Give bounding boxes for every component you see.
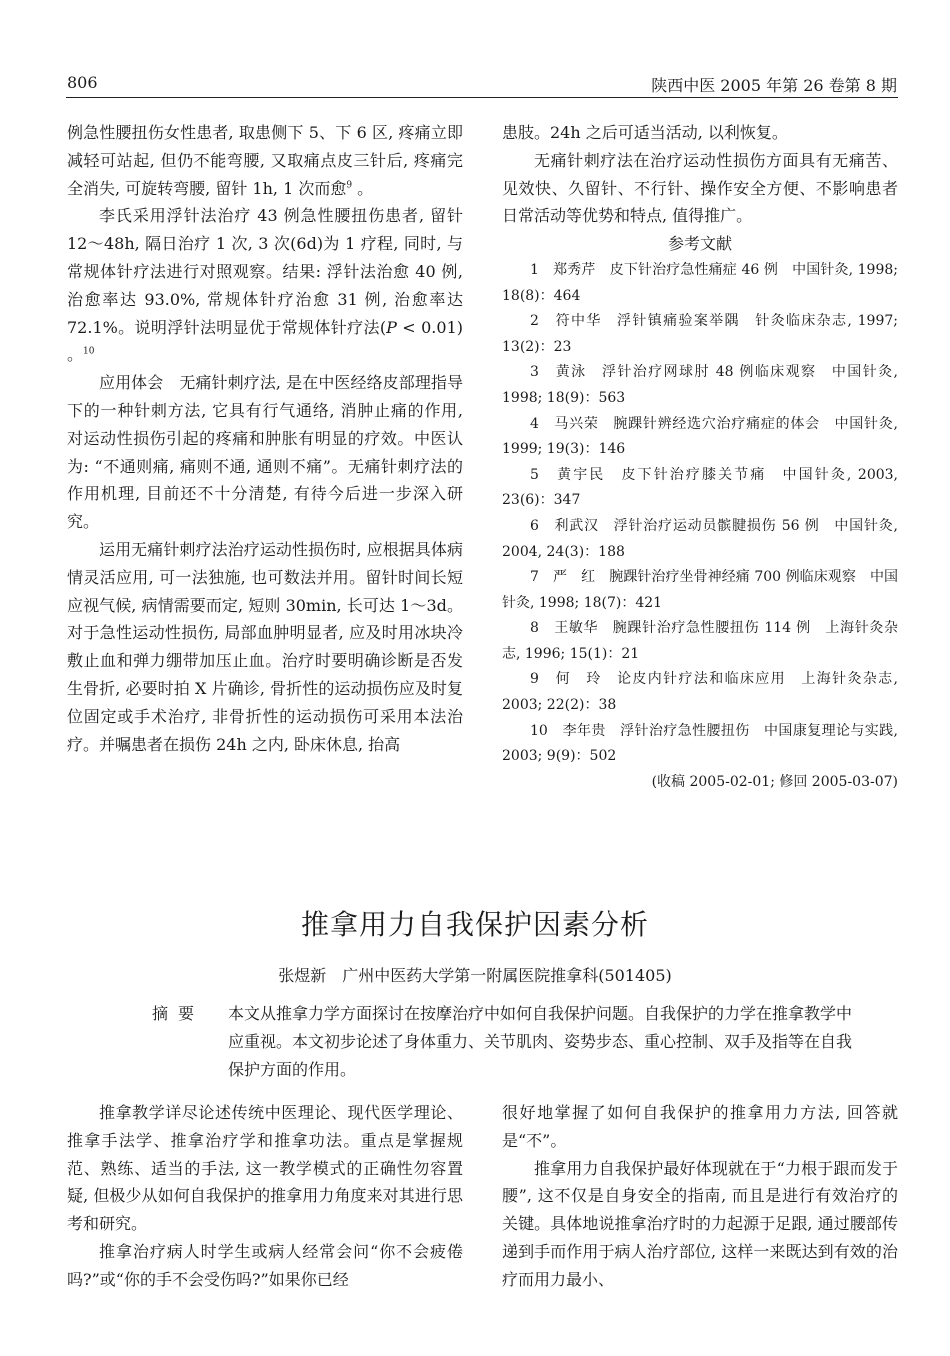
paragraph bbox=[67, 119, 463, 202]
paragraph bbox=[67, 202, 463, 369]
citation-superscript: 9 bbox=[346, 180, 353, 191]
citation-superscript: 10 bbox=[83, 347, 95, 358]
reference-item: 5 黄宇民 皮下针治疗膝关节痛 中国针灸, 2003, 23(6)：347 bbox=[502, 466, 898, 509]
journal-header: 陕西中医 2005 年第 26 卷第 8 期 bbox=[651, 76, 897, 95]
reference-item: 8 王敏华 腕踝针治疗急性腰扭伤 114 例 上海针灸杂志, 1996; 15(1)：21 bbox=[502, 620, 898, 662]
abstract bbox=[152, 1000, 852, 1084]
reference-item: 1 郑秀芹 皮下针治疗急性痛症 46 例 中国针灸, 1998; 18(8)：464 bbox=[502, 261, 898, 304]
received-date: (收稿 2005-02-01; 修回 2005-03-07) bbox=[651, 773, 898, 790]
page-number: 806 bbox=[67, 73, 98, 92]
reference-item: 6 利武汉 浮针治疗运动员髌腱损伤 56 例 中国针灸, 2004, 24(3)：188 bbox=[502, 517, 898, 560]
references-title: 参考文献 bbox=[667, 234, 732, 254]
abstract-text: 本文从推拿力学方面探讨在按摩治疗中如何自我保护问题。自我保护的力学在推拿教学中应重视。本文初步论述了身体重力、关节肌肉、姿势步态、重心控制、双手及指等在自我保护方面的作用。 bbox=[228, 1004, 853, 1079]
abstract-label: 摘要 bbox=[152, 1004, 205, 1023]
header-rule bbox=[66, 97, 898, 98]
paragraph: 推拿教学详尽论述传统中医理论、现代医学理论、推拿手法学、推拿治疗学和推拿功法。重点是掌握规范、熟练、适当的手法, 这一教学模式的正确性勿容置疑, 但极少从如何自我保护的推拿用力角度来对其进行思考和研究。 bbox=[67, 1103, 463, 1234]
paragraph: 无痛针刺疗法在治疗运动性损伤方面具有无痛苦、见效快、久留针、不行针、操作安全方便、不影响患者日常活动等优势和特点, 值得推广。 bbox=[502, 150, 898, 226]
lower-right-column bbox=[502, 1099, 898, 1294]
reference-item: 2 符中华 浮针镇痛验案举隅 针灸临床杂志, 1997; 13(2)：23 bbox=[502, 313, 898, 355]
paragraph: 运用无痛针刺疗法治疗运动性损伤时, 应根据具体病情灵活应用, 可一法独施, 也可数法并用。留针时间长短应视气候, 病情需要而定, 短则 30min, 长可达 1～3d。对于急性运动性损伤, 局部血肿明显者, 应及时用冰块冷敷止血和弹力绷带加压止血。治疗时要明确诊断是否发生骨折, 必要时拍 X 片确诊, 骨折性的运动损伤应及时复位固定或手术治疗, 非骨折性的运动损伤可采用本法治疗。并嘱患者在损伤 24h 之内, 卧床休息, 抬高 bbox=[67, 539, 463, 754]
paragraph: 很好地掌握了如何自我保护的推拿用力方法, 回答就是“不”。 bbox=[502, 1103, 898, 1150]
reference-item: 3 黄泳 浮针治疗网球肘 48 例临床观察 中国针灸, 1998; 18(9)：563 bbox=[502, 364, 898, 406]
paragraph: 推拿治疗病人时学生或病人经常会问“你不会疲倦吗?”或“你的手不会受伤吗?”如果你已经 bbox=[67, 1241, 463, 1289]
upper-right-column bbox=[502, 119, 898, 795]
paragraph-text: 例急性腰扭伤女性患者, 取患侧下 5、下 6 区, 疼痛立即减轻可站起, 但仍不能弯腰, 又取痛点皮三针后, 疼痛完全消失, 可旋转弯腰, 留针 1h, 1 次而愈 bbox=[67, 123, 463, 198]
reference-item: 7 严 红 腕踝针治疗坐骨神经痛 700 例临床观察 中国针灸, 1998; 18(7)：421 bbox=[502, 569, 898, 611]
reference-item: 10 李年贵 浮针治疗急性腰扭伤 中国康复理论与实践, 2003; 9(9)：502 bbox=[502, 722, 898, 765]
author-line: 张煜新 广州中医药大学第一附属医院推拿科(501405) bbox=[278, 966, 672, 985]
paragraph-text: < 0.01) 。 bbox=[67, 317, 463, 365]
lower-left-column bbox=[67, 1099, 463, 1294]
paragraph-text: 李氏采用浮针法治疗 43 例急性腰扭伤患者, 留针 12～48h, 隔日治疗 1 次, 3 次(6d)为 1 疗程, 同时, 与常规体针疗法进行对照观察。结果: 浮针法治愈 40 例, 治愈率达 93.0%, 常规体针疗治愈 31 例, 治愈率达 72.1%。说明浮针法明显优于常规体针疗法( bbox=[67, 206, 463, 337]
reference-item: 4 马兴荣 腕踝针辨经选穴治疗痛症的体会 中国针灸, 1999; 19(3)：146 bbox=[502, 415, 898, 458]
paragraph-text: 。 bbox=[352, 178, 374, 198]
reference-item: 9 何 玲 论皮内针疗法和临床应用 上海针灸杂志, 2003; 22(2)：38 bbox=[502, 671, 898, 714]
upper-left-column bbox=[67, 119, 463, 758]
paragraph: 推拿用力自我保护最好体现就在于“力根于跟而发于腰”, 这不仅是自身安全的指南, 而且是进行有效治疗的关键。具体地说推拿治疗时的力起源于足跟, 通过腰部传递到手而作用于病人治疗部位, 这样一来既达到有效的治疗而用力最小、 bbox=[502, 1158, 898, 1289]
p-symbol: P bbox=[386, 317, 397, 337]
article-title: 推拿用力自我保护因素分析 bbox=[300, 908, 649, 941]
paragraph: 应用体会 无痛针刺疗法, 是在中医经络皮部理指导下的一种针刺方法, 它具有行气通络, 消肿止痛的作用, 对运动性损伤引起的疼痛和肿胀有明显的疗效。中医认为: “不通则痛, 痛则不通, 通则不痛”。无痛针刺疗法的作用机理, 目前还不十分清楚, 有待今后进一步深入研究。 bbox=[67, 373, 463, 532]
paragraph: 患肢。24h 之后可适当活动, 以利恢复。 bbox=[502, 123, 788, 142]
